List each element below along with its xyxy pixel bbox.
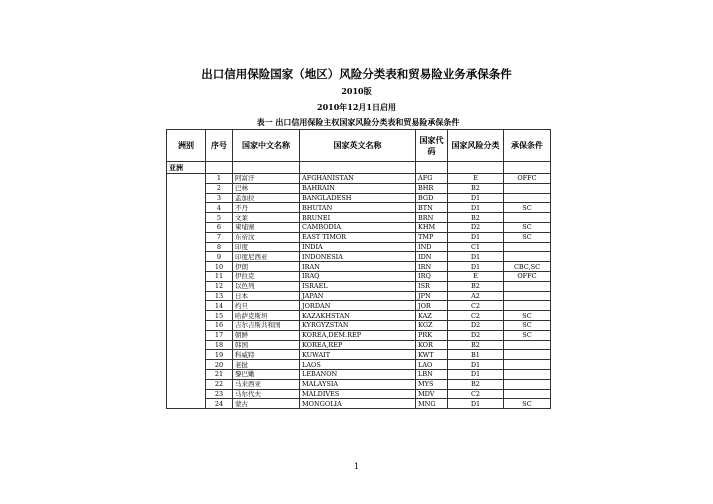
cell-code: KWT (416, 350, 448, 360)
table-row (167, 193, 551, 203)
cell-cn-name: 柬埔寨 (233, 222, 300, 232)
cell-en-name: LEBANON (300, 369, 416, 379)
cell-seq: 6 (206, 222, 233, 232)
cell-cn-name: 东帝汶 (233, 232, 300, 242)
cell-code: JPN (416, 291, 448, 301)
cell-seq: 17 (206, 330, 233, 340)
cell-terms: SC (504, 320, 551, 330)
table-row (167, 311, 551, 321)
cell-code: IRQ (416, 271, 448, 281)
cell-seq: 5 (206, 213, 233, 223)
cell-risk: D1 (448, 193, 504, 203)
cell-risk: D1 (448, 360, 504, 370)
cell-code: AFG (416, 174, 448, 184)
edition-label: 2010版 (341, 86, 372, 96)
cell-risk: D1 (448, 262, 504, 272)
cell-cn-name: 伊朗 (233, 262, 300, 272)
cell-terms (504, 213, 551, 223)
cell-terms (504, 389, 551, 399)
cell-terms (504, 252, 551, 262)
cell-en-name: KAZAKHSTAN (300, 311, 416, 321)
cell-cn-name: 吉尔吉斯共和国 (233, 320, 300, 330)
cell-en-name: IRAQ (300, 271, 416, 281)
cell-en-name: ISRAEL (300, 281, 416, 291)
table-row (167, 222, 551, 232)
cell-terms (504, 242, 551, 252)
cell-code: TMP (416, 232, 448, 242)
cell-seq: 2 (206, 183, 233, 193)
cell-code: JOR (416, 301, 448, 311)
cell-terms (504, 369, 551, 379)
cell-terms: CBC,SC (504, 262, 551, 272)
cell-cn-name: 老挝 (233, 360, 300, 370)
cell-terms: SC (504, 222, 551, 232)
table-row (167, 320, 551, 330)
table-row (167, 203, 551, 213)
cell-code: ISR (416, 281, 448, 291)
cell-risk: D2 (448, 222, 504, 232)
cell-en-name: MALAYSIA (300, 379, 416, 389)
cell-seq: 14 (206, 301, 233, 311)
table-row (167, 330, 551, 340)
cell-seq: 21 (206, 369, 233, 379)
cell-terms (504, 281, 551, 291)
cell-en-name: JORDAN (300, 301, 416, 311)
table-header-row (167, 130, 551, 162)
table-title: 表一 出口信用保险主权国家风险分类表和贸易险承保条件 (256, 117, 460, 127)
cell-code: BRN (416, 213, 448, 223)
table-row (167, 183, 551, 193)
cell-risk: E (448, 271, 504, 281)
cell-seq: 8 (206, 242, 233, 252)
table-row (167, 379, 551, 389)
cell-risk: D1 (448, 232, 504, 242)
cell-code: IRN (416, 262, 448, 272)
table-row (167, 213, 551, 223)
table-row (167, 360, 551, 370)
cell-risk: D1 (448, 252, 504, 262)
table-body (167, 162, 551, 409)
cell-cn-name: 文莱 (233, 213, 300, 223)
cell-cn-name: 约旦 (233, 301, 300, 311)
cell-en-name: BANGLADESH (300, 193, 416, 203)
cell-cn-name: 孟加拉 (233, 193, 300, 203)
cell-cn-name: 不丹 (233, 203, 300, 213)
col-header-risk: 国家风险分类 (448, 130, 504, 162)
cell-cn-name: 朝鲜 (233, 330, 300, 340)
cell-seq: 4 (206, 203, 233, 213)
cell-code: LBN (416, 369, 448, 379)
table-row (167, 291, 551, 301)
cell-cn-name: 日本 (233, 291, 300, 301)
cell-en-name: AFGHANISTAN (300, 174, 416, 184)
cell-risk: D1 (448, 399, 504, 409)
cell-en-name: BAHRAIN (300, 183, 416, 193)
col-header-cn-name: 国家中文名称 (233, 130, 300, 162)
cell-seq: 23 (206, 389, 233, 399)
cell-risk: C2 (448, 389, 504, 399)
cell-seq: 9 (206, 252, 233, 262)
table-row (167, 271, 551, 281)
cell-code: KGZ (416, 320, 448, 330)
cell-code: PRK (416, 330, 448, 340)
cell-en-name: LAOS (300, 360, 416, 370)
cell-risk: D2 (448, 330, 504, 340)
cell-code: BGD (416, 193, 448, 203)
cell-cn-name: 阿富汗 (233, 174, 300, 184)
cell-cn-name: 蒙古 (233, 399, 300, 409)
cell-cn-name: 哈萨克斯坦 (233, 311, 300, 321)
cell-risk: B2 (448, 340, 504, 350)
cell-en-name: IRAN (300, 262, 416, 272)
table-row (167, 242, 551, 252)
cell-cn-name: 巴林 (233, 183, 300, 193)
cell-en-name: BHUTAN (300, 203, 416, 213)
cell-seq: 1 (206, 174, 233, 184)
table-row (167, 174, 551, 184)
cell-seq: 12 (206, 281, 233, 291)
cell-en-name: KYRGYZSTAN (300, 320, 416, 330)
region-label: 亚洲 (167, 162, 206, 174)
cell-code: KHM (416, 222, 448, 232)
cell-terms (504, 183, 551, 193)
cell-cn-name: 黎巴嫩 (233, 369, 300, 379)
cell-risk: D2 (448, 320, 504, 330)
cell-code: KOR (416, 340, 448, 350)
cell-en-name: BRUNEI (300, 213, 416, 223)
cell-en-name: CAMBODIA (300, 222, 416, 232)
table-row (167, 281, 551, 291)
cell-terms: SC (504, 330, 551, 340)
cell-en-name: INDIA (300, 242, 416, 252)
cell-en-name: INDONESIA (300, 252, 416, 262)
cell-cn-name: 马来西亚 (233, 379, 300, 389)
cell-risk: C1 (448, 242, 504, 252)
cell-code: IND (416, 242, 448, 252)
cell-terms (504, 301, 551, 311)
cell-cn-name: 韩国 (233, 340, 300, 350)
cell-risk: E (448, 174, 504, 184)
cell-cn-name: 印度尼西亚 (233, 252, 300, 262)
cell-seq: 10 (206, 262, 233, 272)
cell-en-name: KUWAIT (300, 350, 416, 360)
cell-terms (504, 193, 551, 203)
cell-risk: D1 (448, 203, 504, 213)
cell-en-name: MONGOLIA (300, 399, 416, 409)
cell-terms: SC (504, 203, 551, 213)
cell-terms (504, 340, 551, 350)
cell-cn-name: 印度 (233, 242, 300, 252)
effective-date: 2010年12月1日启用 (317, 102, 396, 112)
cell-seq: 13 (206, 291, 233, 301)
cell-seq: 18 (206, 340, 233, 350)
cell-en-name: MALDIVES (300, 389, 416, 399)
cell-seq: 19 (206, 350, 233, 360)
cell-risk: B1 (448, 350, 504, 360)
cell-seq: 15 (206, 311, 233, 321)
cell-en-name: EAST TIMOR (300, 232, 416, 242)
cell-risk: A2 (448, 291, 504, 301)
cell-seq: 22 (206, 379, 233, 389)
table-row (167, 262, 551, 272)
cell-terms (504, 379, 551, 389)
cell-en-name: KOREA,REP (300, 340, 416, 350)
cell-risk: C2 (448, 301, 504, 311)
cell-risk: D1 (448, 369, 504, 379)
cell-terms: SC (504, 311, 551, 321)
cell-terms: SC (504, 232, 551, 242)
cell-code: KAZ (416, 311, 448, 321)
page-number: 1 (353, 462, 360, 471)
cell-code: MYS (416, 379, 448, 389)
cell-en-name: JAPAN (300, 291, 416, 301)
cell-seq: 11 (206, 271, 233, 281)
col-header-en-name: 国家英文名称 (300, 130, 416, 162)
col-header-seq: 序号 (206, 130, 233, 162)
cell-risk: B2 (448, 183, 504, 193)
cell-code: MDV (416, 389, 448, 399)
cell-code: BHR (416, 183, 448, 193)
table-row (167, 350, 551, 360)
cell-seq: 16 (206, 320, 233, 330)
cell-cn-name: 伊拉克 (233, 271, 300, 281)
table-row (167, 399, 551, 409)
cell-terms (504, 291, 551, 301)
cell-terms: SC (504, 399, 551, 409)
cell-code: IDN (416, 252, 448, 262)
cell-risk: B2 (448, 379, 504, 389)
col-header-region: 洲别 (167, 130, 206, 162)
cell-code: BTN (416, 203, 448, 213)
region-row (167, 162, 551, 174)
col-header-terms: 承保条件 (504, 130, 551, 162)
cell-cn-name: 以色列 (233, 281, 300, 291)
cell-en-name: KOREA,DEM.REP (300, 330, 416, 340)
col-header-code: 国家代码 (416, 130, 448, 162)
table-row (167, 232, 551, 242)
table-row (167, 369, 551, 379)
cell-terms: OFFC (504, 271, 551, 281)
cell-terms: OFFC (504, 174, 551, 184)
table-row (167, 389, 551, 399)
table-row (167, 340, 551, 350)
cell-risk: B2 (448, 281, 504, 291)
cell-code: LAO (416, 360, 448, 370)
cell-seq: 3 (206, 193, 233, 203)
table-row (167, 301, 551, 311)
cell-cn-name: 马尔代夫 (233, 389, 300, 399)
cell-seq: 20 (206, 360, 233, 370)
cell-risk: B2 (448, 213, 504, 223)
cell-terms (504, 360, 551, 370)
region-span-cell (167, 174, 206, 409)
cell-terms (504, 350, 551, 360)
table-row (167, 252, 551, 262)
cell-cn-name: 科威特 (233, 350, 300, 360)
document-title: 出口信用保险国家（地区）风险分类表和贸易险业务承保条件 (201, 67, 512, 81)
cell-seq: 24 (206, 399, 233, 409)
cell-seq: 7 (206, 232, 233, 242)
cell-risk: C2 (448, 311, 504, 321)
risk-classification-table (166, 129, 551, 409)
cell-code: MNG (416, 399, 448, 409)
